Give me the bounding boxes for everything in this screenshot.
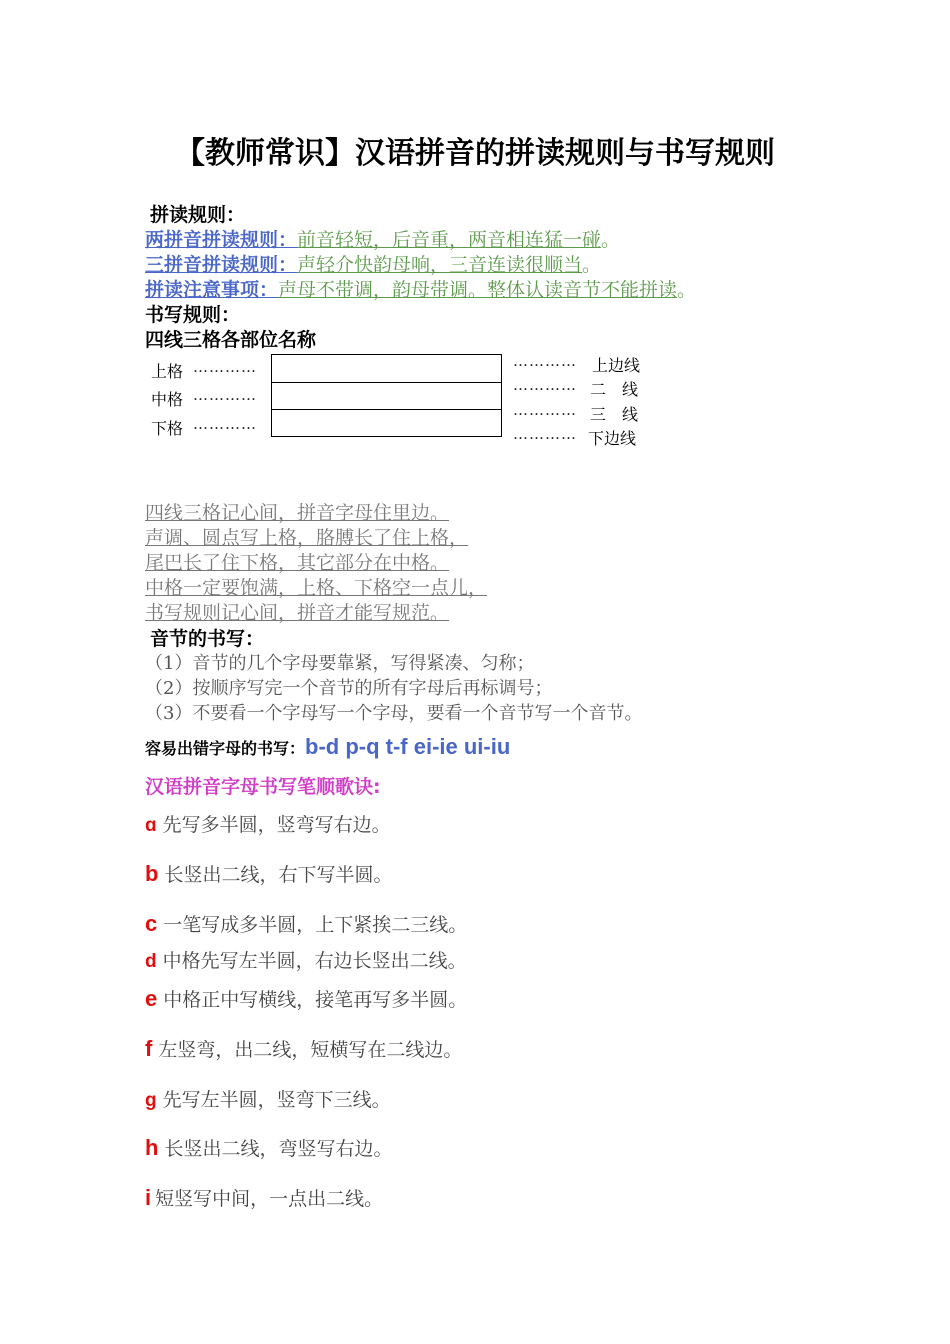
rule-label: 三拼音拼读规则： (145, 254, 298, 276)
rule-two-syllable (145, 225, 620, 252)
letter-row-d (145, 946, 467, 973)
page-title: 【教师常识】汉语拼音的拼读规则与书写规则 (175, 136, 775, 171)
poem-line: 书写规则记心间，拼音才能写规范。 (145, 602, 450, 624)
label-lower-grid: 下格 (151, 419, 184, 438)
poem-line: 四线三格记心间，拼音字母住里边。 (145, 502, 450, 524)
label-top-line: 上边线 (592, 356, 641, 375)
dots-leader: ………… (193, 386, 257, 404)
rule-text: 声轻介快韵母响，三音连读很顺当 (297, 254, 583, 276)
dots-leader: ………… (513, 425, 577, 443)
letter: c (145, 911, 158, 936)
error-letters (145, 734, 510, 760)
letter-rule: 左竖弯，出二线，短横写在二线边。 (158, 1039, 463, 1061)
rule-text: 前音轻短，后音重，两音相连猛一碰 (297, 229, 602, 251)
rule-label: 两拼音拼读规则： (145, 229, 298, 251)
rule-label: 拼读注意事项： (145, 279, 279, 301)
dots-leader: ………… (193, 358, 257, 376)
letter: ɑ (145, 815, 157, 836)
dots-leader: ………… (513, 352, 577, 370)
letter: b (145, 861, 159, 886)
rule-end: 。 (601, 229, 621, 251)
letter: h (145, 1135, 159, 1160)
stroke-order-song-heading: 汉语拼音字母书写笔顺歌诀: (145, 776, 381, 798)
letter-rule: 长竖出二线，弯竖写右边。 (164, 1138, 393, 1160)
syllable-item: （2）按顺序写完一个音节的所有字母后再标调号； (145, 678, 553, 699)
letter-rule: 中格正中写横线，接笔再写多半圆。 (163, 989, 468, 1011)
writing-rules-heading: 书写规则： (145, 304, 241, 326)
letter-rule: 长竖出二线，右下写半圆。 (164, 864, 393, 886)
letter-rule: 先写多半圆，竖弯写右边。 (162, 814, 391, 836)
rule-end: 。 (677, 279, 697, 301)
letter-rule: 一笔写成多半圆，上下紧挨二三线。 (163, 914, 468, 936)
letter: e (145, 986, 158, 1011)
error-letter-pairs: b-d p-q t-f ei-ie ui-iu (305, 734, 511, 759)
letter-row-e (145, 985, 467, 1012)
letter-row-h (145, 1134, 392, 1161)
letter-row-a (145, 810, 391, 837)
letter: ɡ (145, 1090, 157, 1111)
rule-end: 。 (582, 254, 602, 276)
grid-line-two (272, 382, 501, 383)
label-upper-grid: 上格 (151, 362, 184, 381)
letter-row-i (145, 1184, 383, 1211)
dots-leader: ………… (513, 376, 577, 394)
syllable-item: （3）不要看一个字母写一个字母，要看一个音节写一个音节。 (145, 703, 643, 724)
rule-notes (145, 275, 696, 302)
poem-line: 声调、圆点写上格，胳膊长了住上格， (145, 527, 469, 549)
letter-rule: 先写左半圆，竖弯下三线。 (162, 1089, 391, 1111)
dots-leader: ………… (193, 415, 257, 433)
rule-three-syllable (145, 250, 601, 277)
rule-text: 声母不带调，韵母带调。整体认读音节不能拼读 (278, 279, 678, 301)
poem-line: 中格一定要饱满，上格、下格空一点儿， (145, 577, 488, 599)
letter-row-c (145, 910, 467, 937)
grid-line-three (272, 409, 501, 410)
label-middle-grid: 中格 (151, 390, 184, 409)
label-bottom-line: 下边线 (588, 429, 637, 448)
reading-rules-heading: 拼读规则： (150, 204, 246, 226)
label-line-two: 二 线 (590, 380, 639, 399)
letter-rule: 短竖写中间，一点出二线。 (155, 1188, 384, 1210)
letter: i (145, 1185, 152, 1210)
letter-row-b (145, 860, 392, 887)
dots-leader: ………… (513, 401, 577, 419)
letter: f (145, 1036, 153, 1061)
poem-line: 尾巴长了住下格，其它部分在中格。 (145, 552, 450, 574)
four-line-grid (271, 354, 502, 437)
error-letters-label: 容易出错字母的书写： (145, 739, 306, 758)
letter: d (145, 951, 157, 972)
letter-row-g (145, 1085, 391, 1112)
label-line-three: 三 线 (590, 405, 639, 424)
letter-rule: 中格先写左半圆，右边长竖出二线。 (162, 950, 467, 972)
letter-row-f (145, 1035, 462, 1062)
diagram-title: 四线三格各部位名称 (145, 329, 317, 351)
syllable-item: （1）音节的几个字母要靠紧，写得紧凑、匀称； (145, 653, 535, 674)
syllable-heading: 音节的书写： (150, 628, 265, 650)
